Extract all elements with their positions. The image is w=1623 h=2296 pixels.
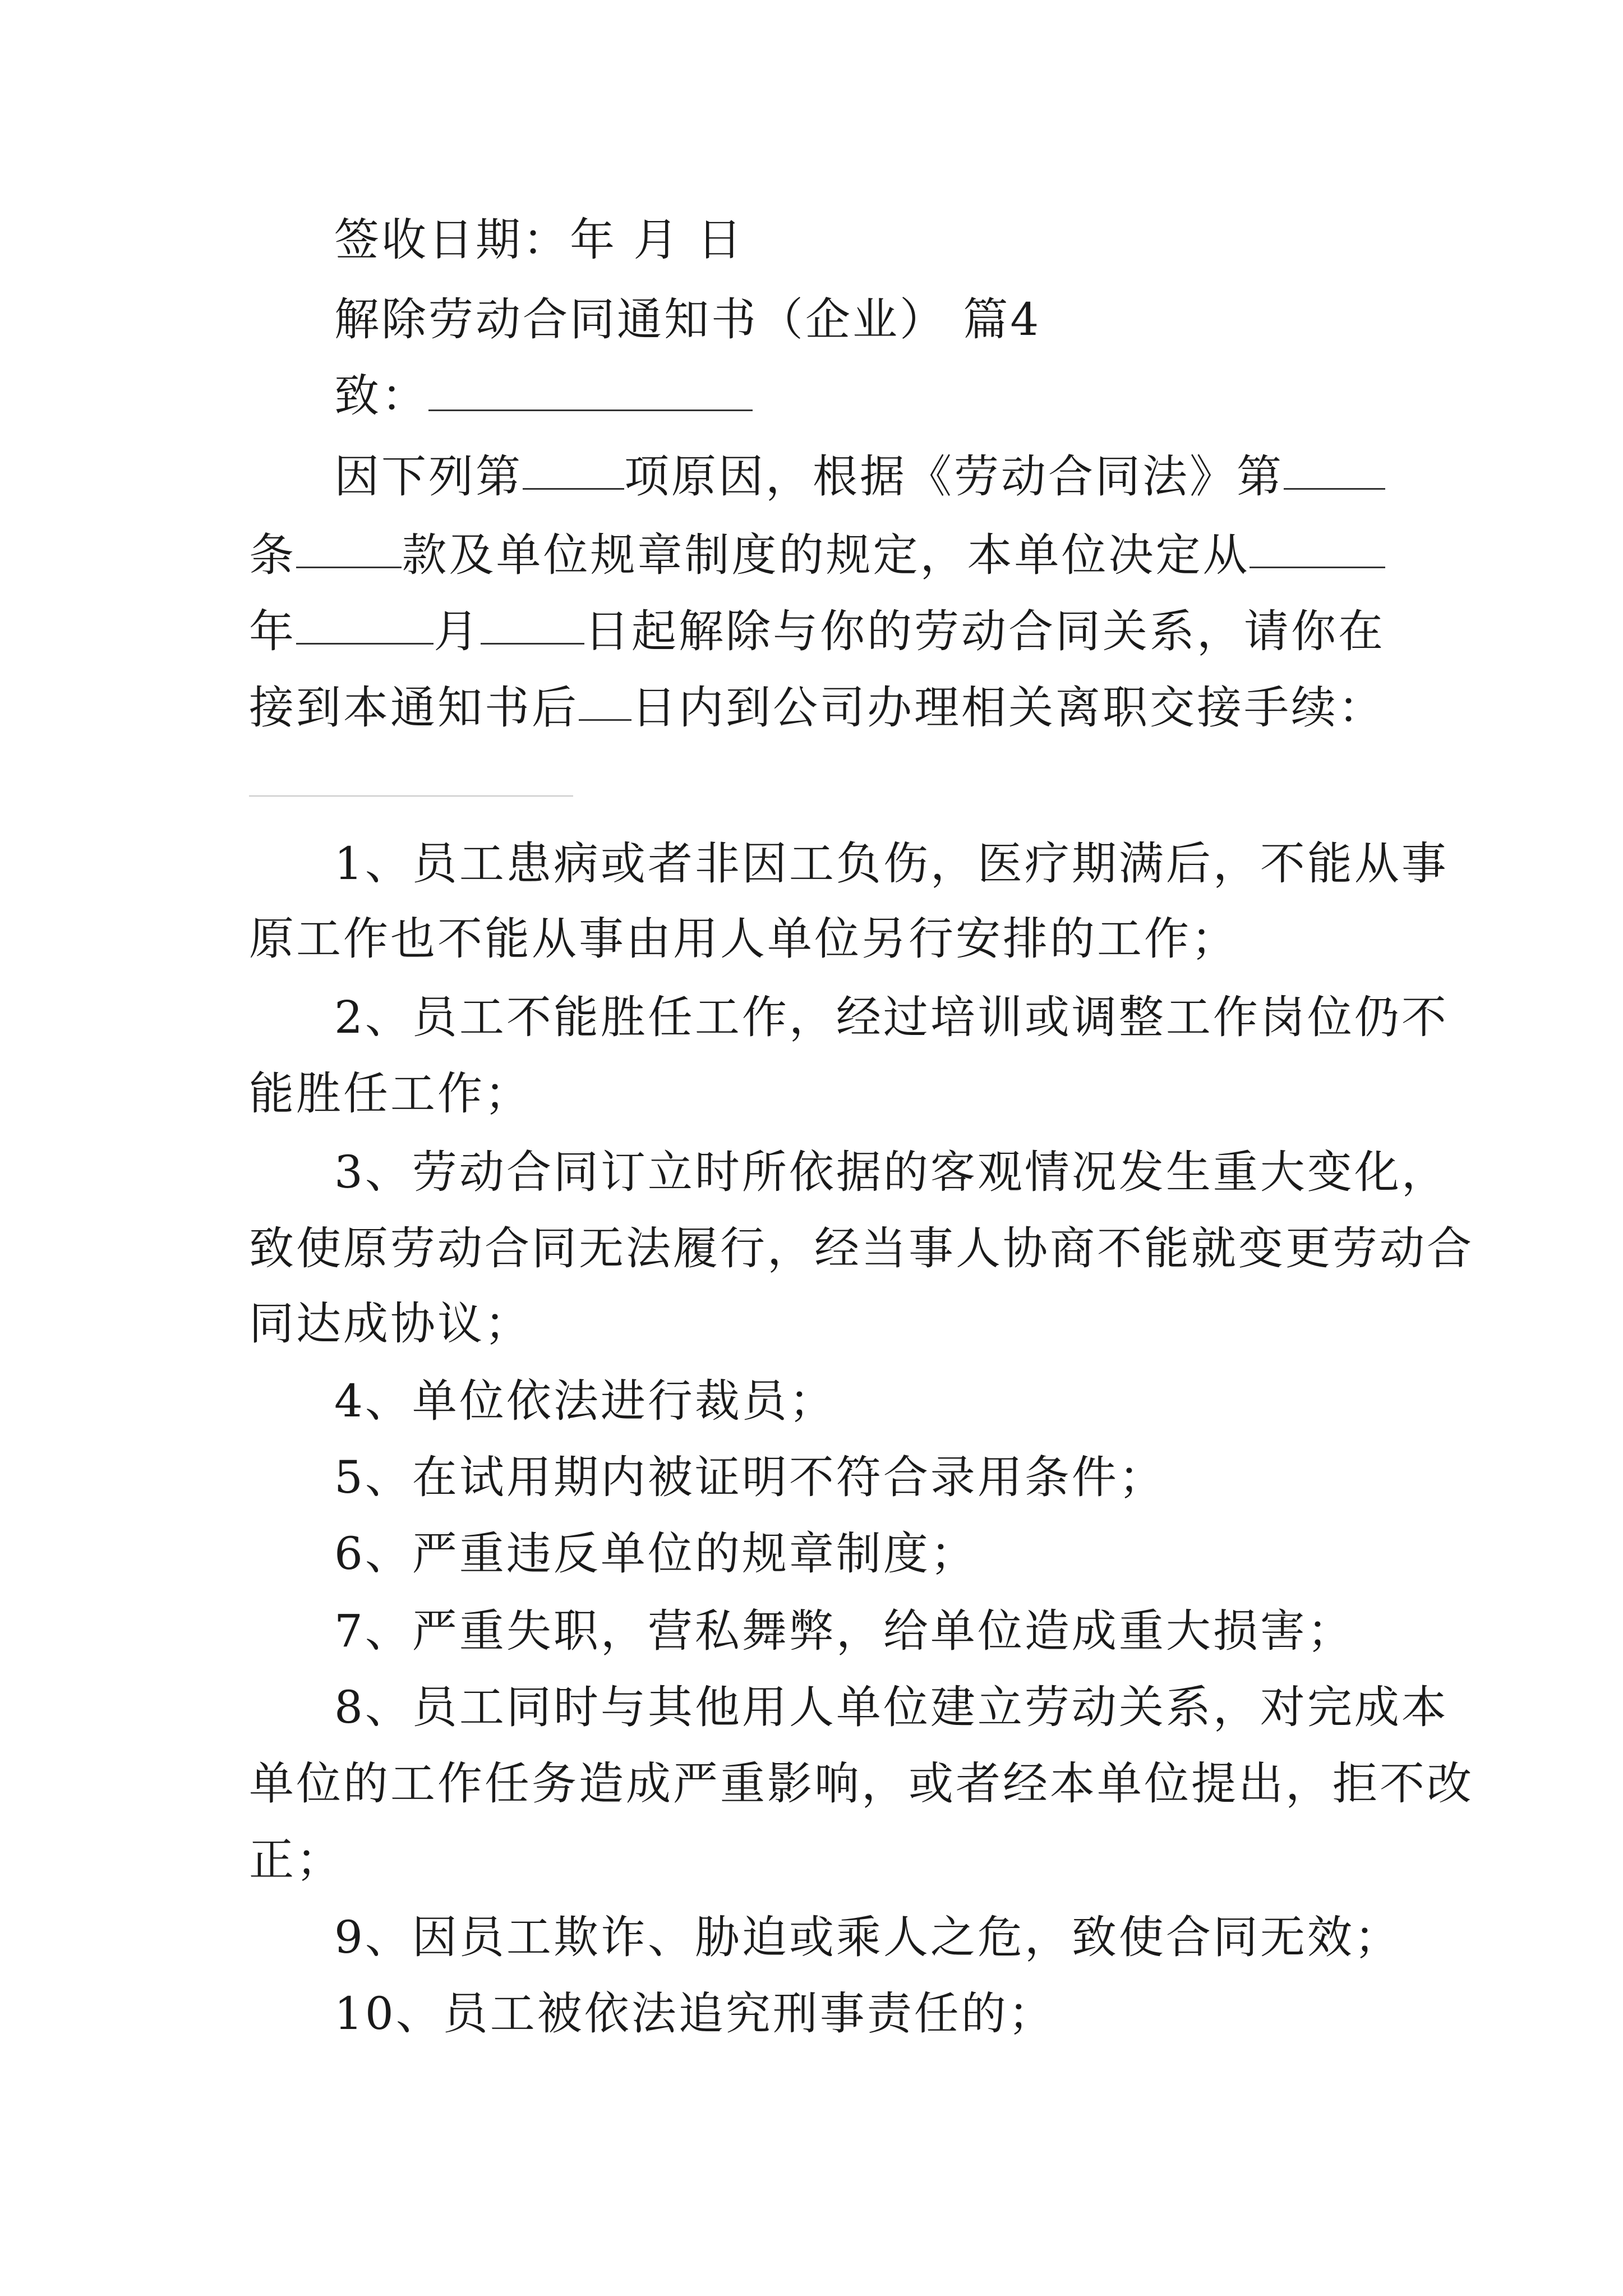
item-3-line-2: 致使原劳动合同无法履行，经当事人协商不能就变更劳动合 xyxy=(249,1222,1474,1274)
intro-text: 款及单位规章制度的规定，本单位决定从 xyxy=(402,529,1250,581)
sign-date-line: 签收日期：年 月 日 xyxy=(334,214,744,266)
item-4: 4、单位依法进行裁员； xyxy=(334,1375,836,1427)
intro-text: 月 xyxy=(434,605,481,657)
intro-text: 日内到公司办理相关离职交接手续： xyxy=(631,682,1385,734)
clause-number-blank xyxy=(296,527,402,568)
item-7: 7、严重失职，营私舞弊，给单位造成重大损害； xyxy=(334,1605,1354,1657)
reason-number-blank xyxy=(523,449,624,490)
item-8-line-1: 8、员工同时与其他用人单位建立劳动关系，对完成本 xyxy=(334,1681,1449,1733)
intro-text: 因下列第 xyxy=(334,450,523,503)
intro-text: 条 xyxy=(249,529,296,581)
item-1-line-2: 原工作也不能从事由用人单位另行安排的工作； xyxy=(249,913,1238,965)
intro-text: 项原因，根据《劳动合同法》第 xyxy=(624,450,1284,503)
days-blank xyxy=(579,680,631,721)
intro-line-3 xyxy=(249,604,1385,660)
year-blank xyxy=(296,604,434,645)
addressee-line xyxy=(334,368,753,424)
item-1-line-1: 1、员工患病或者非因工负伤，医疗期满后，不能从事 xyxy=(334,838,1449,890)
notice-title: 解除劳动合同通知书（企业） 篇4 xyxy=(334,293,1041,346)
intro-line-4 xyxy=(249,680,1385,736)
addressee-label: 致： xyxy=(334,370,428,422)
intro-text: 日起解除与你的劳动合同关系，请你在 xyxy=(584,605,1385,657)
intro-text: 年 xyxy=(249,605,296,657)
item-3-line-1: 3、劳动合同订立时所依据的客观情况发生重大变化， xyxy=(334,1146,1449,1198)
item-6: 6、严重违反单位的规章制度； xyxy=(334,1527,978,1580)
intro-line-1 xyxy=(334,449,1385,505)
item-2-line-1: 2、员工不能胜任工作，经过培训或调整工作岗位仍不 xyxy=(334,991,1449,1043)
addressee-blank xyxy=(428,370,753,411)
item-3-line-3: 同达成协议； xyxy=(249,1297,532,1350)
item-8-line-3: 正； xyxy=(249,1834,343,1886)
separator-rule xyxy=(249,795,573,797)
item-9: 9、因员工欺诈、胁迫或乘人之危，致使合同无效； xyxy=(334,1911,1401,1963)
item-10: 10、员工被依法追究刑事责任的； xyxy=(334,1987,1055,2040)
intro-text: 接到本通知书后 xyxy=(249,682,579,734)
year-blank-start xyxy=(1249,527,1385,568)
intro-line-2 xyxy=(249,527,1385,583)
article-number-blank xyxy=(1284,449,1385,490)
item-8-line-2: 单位的工作任务造成严重影响，或者经本单位提出，拒不改 xyxy=(249,1757,1474,1810)
item-5: 5、在试用期内被证明不符合录用条件； xyxy=(334,1451,1166,1503)
item-2-line-2: 能胜任工作； xyxy=(249,1068,532,1120)
month-blank xyxy=(481,604,584,645)
